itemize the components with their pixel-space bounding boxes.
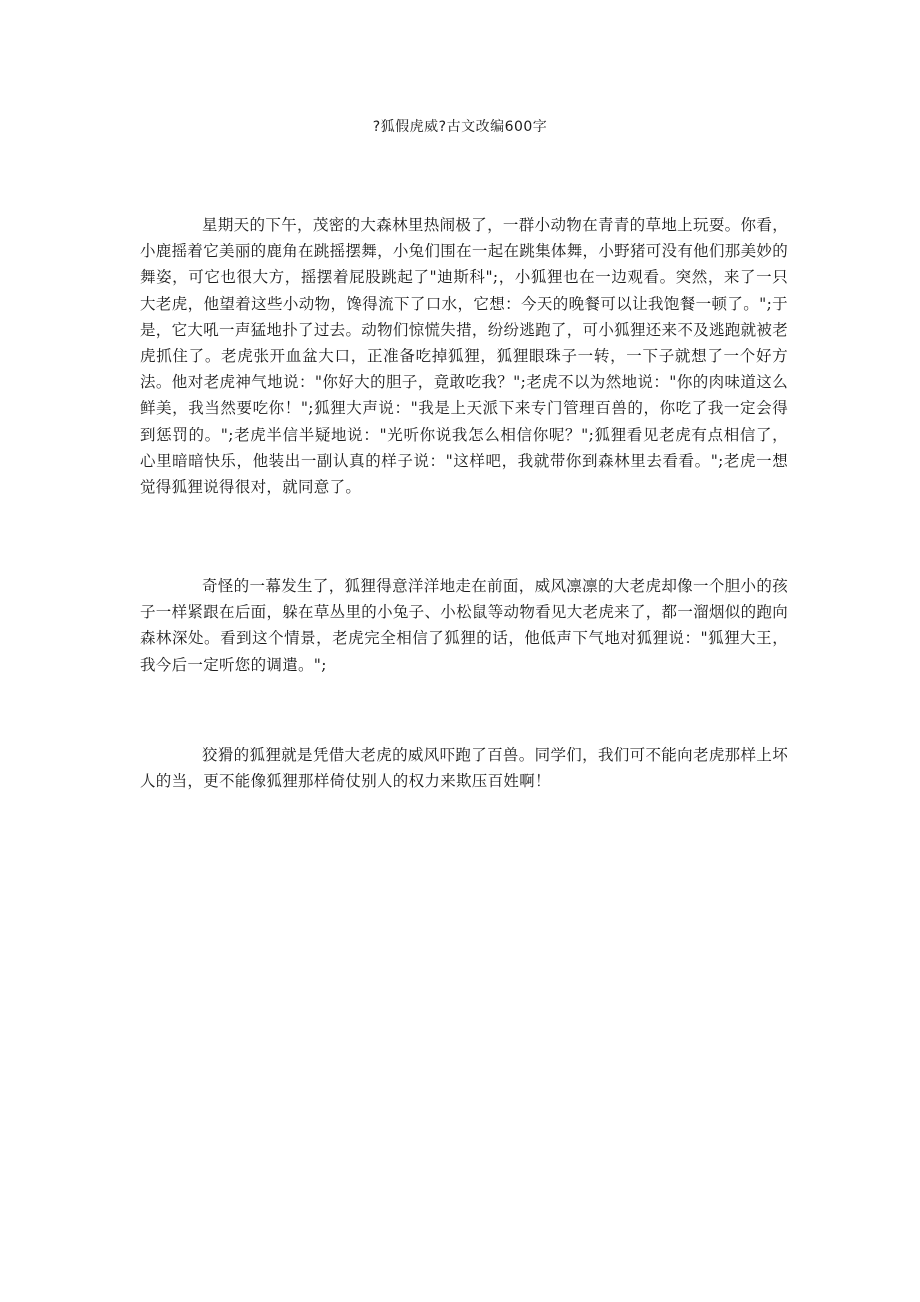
paragraph-2: 奇怪的一幕发生了，狐狸得意洋洋地走在前面，威风凛凛的大老虎却像一个胆小的孩子一样紧跟在后面，躲在草丛里的小兔子、小松鼠等动物看见大老虎来了，都一溜烟似的跑向森林深处。看到这个情景，老虎完全相信了狐狸的话，他低声下气地对狐狸说："狐狸大王，我今后一定听您的调遣。"; xyxy=(140,577,788,674)
document-title: ?狐假虎威?古文改编600字 xyxy=(372,119,548,135)
paragraph-3: 狡猾的狐狸就是凭借大老虎的威风吓跑了百兽。同学们，我们可不能向老虎那样上坏人的当，更不能像狐狸那样倚仗别人的权力来欺压百姓啊！ xyxy=(140,746,788,791)
paragraph-1: 星期天的下午，茂密的大森林里热闹极了，一群小动物在青青的草地上玩耍。你看，小鹿摇着它美丽的鹿角在跳摇摆舞，小兔们围在一起在跳集体舞，小野猪可没有他们那美妙的舞姿，可它也很大方，摇摆着屁股跳起了"迪斯科";，小狐狸也在一边观看。突然，来了一只大老虎，他望着这些小动物，馋得流下了口水，它想：今天的晚餐可以让我饱餐一顿了。";于是，它大吼一声猛地扑了过去。动物们惊慌失措，纷纷逃跑了，可小狐狸还来不及逃跑就被老虎抓住了。老虎张开血盆大口，正准备吃掉狐狸，狐狸眼珠子一转，一下子就想了一个好方法。他对老虎神气地说："你好大的胆子，竟敢吃我？";老虎不以为然地说："你的肉味道这么鲜美，我当然要吃你！";狐狸大声说："我是上天派下来专门管理百兽的，你吃了我一定会得到惩罚的。";老虎半信半疑地说："光听你说我怎么相信你呢？";狐狸看见老虎有点相信了，心里暗暗快乐，他装出一副认真的样子说："这样吧，我就带你到森林里去看看。";老虎一想觉得狐狸说得很对，就同意了。 xyxy=(140,216,788,497)
